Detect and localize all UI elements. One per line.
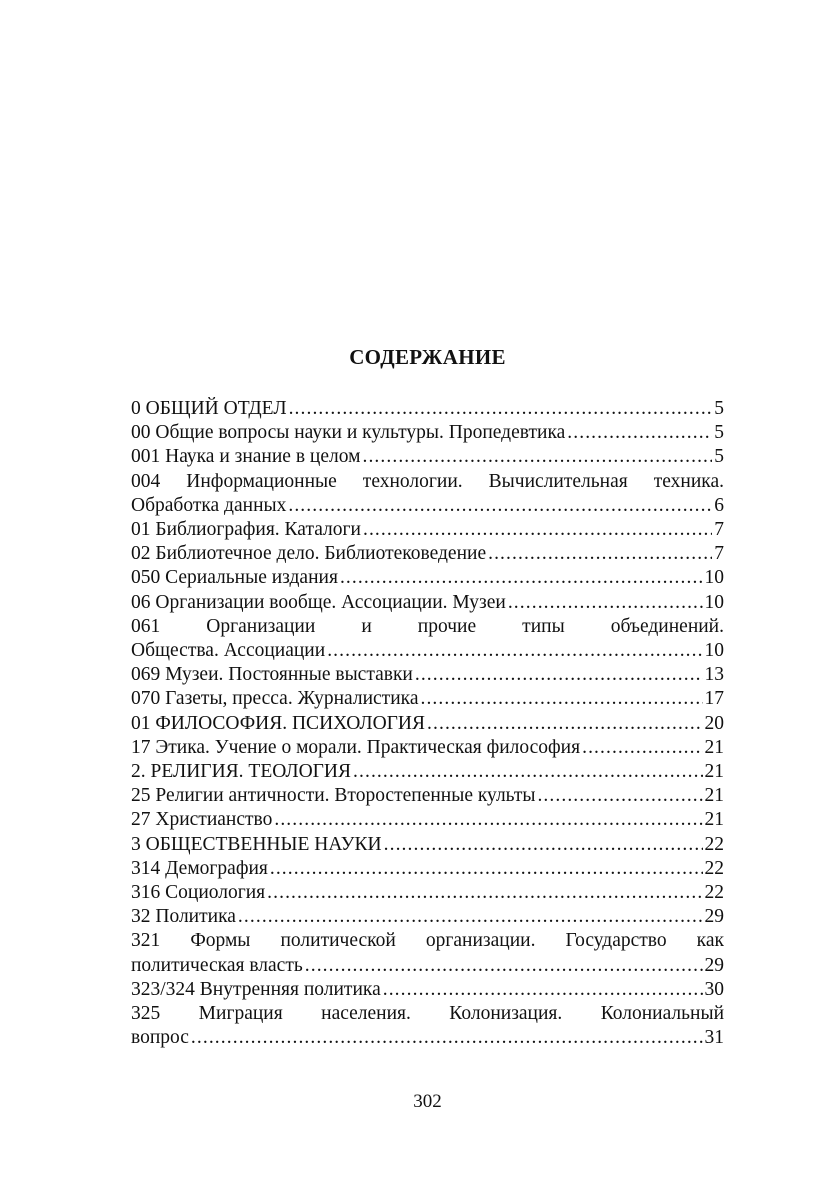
- page-title: СОДЕРЖАНИЕ: [349, 345, 506, 369]
- toc-entry-page: 22: [704, 857, 724, 879]
- toc-entry-title: 314 Демография: [131, 857, 268, 879]
- dot-leader: [274, 808, 702, 832]
- toc-entry: [131, 615, 724, 663]
- toc-entry: [131, 905, 724, 929]
- toc-entry-page: 10: [704, 640, 724, 662]
- toc-entry: [131, 833, 724, 857]
- toc-entry-title: 0 ОБЩИЙ ОТДЕЛ: [131, 398, 287, 419]
- toc-entry-title: 01 ФИЛОСОФИЯ. ПСИХОЛОГИЯ: [131, 712, 426, 734]
- dot-leader: [427, 712, 702, 736]
- dot-leader: [267, 881, 702, 905]
- dot-leader: [353, 760, 702, 784]
- toc-entry: [131, 808, 724, 832]
- toc-entry: [131, 397, 724, 421]
- toc-entry-page: 31: [704, 1027, 724, 1049]
- toc-entry-first-line: 061 Организации и прочие типы объединений.: [131, 615, 724, 637]
- toc-entry-title: 02 Библиотечное дело. Библиотековедение: [131, 543, 487, 565]
- toc-entry-page: 29: [704, 954, 724, 976]
- toc-entry-title: 06 Организации вообще. Ассоциации. Музеи: [131, 591, 506, 613]
- toc-entry: [131, 542, 724, 566]
- toc-entry: [131, 712, 724, 736]
- toc-entry-page: 7: [714, 519, 724, 541]
- toc-entry-page: 5: [714, 446, 724, 468]
- toc-entry-title: 3 ОБЩЕСТВЕННЫЕ НАУКИ: [131, 833, 382, 855]
- dot-leader: [508, 591, 703, 615]
- toc-entry-page: 5: [714, 398, 724, 419]
- toc-entry-title: 25 Религии античности. Второстепенные культы: [131, 785, 536, 807]
- toc-entry-title: 323/324 Внутренняя политика: [131, 978, 381, 1000]
- toc-entry-page: 17: [704, 688, 724, 710]
- toc-entry: [131, 736, 724, 760]
- toc-entry: [131, 591, 724, 615]
- dot-leader: [327, 639, 702, 663]
- toc-entry: [131, 566, 724, 590]
- toc-entry-title: 27 Христианство: [131, 809, 273, 831]
- toc-entry-title: 01 Библиография. Каталоги: [131, 519, 361, 541]
- toc-entry-page: 6: [714, 494, 724, 516]
- toc-entry-title: 316 Социология: [131, 882, 266, 904]
- toc-entry-title: политическая власть: [131, 954, 303, 976]
- toc-entry-page: 21: [704, 736, 724, 758]
- dot-leader: [384, 833, 703, 857]
- dot-leader: [383, 978, 703, 1002]
- toc-entry-page: 21: [704, 761, 724, 783]
- toc-entry: [131, 470, 724, 518]
- toc-entry-first-line: 325 Миграция населения. Колонизация. Колониальный: [131, 1003, 724, 1025]
- toc-entry-title: 00 Общие вопросы науки и культуры. Пропедевтика: [131, 422, 566, 444]
- toc-entry-first-line: 004 Информационные технологии. Вычислительная техника.: [131, 470, 724, 492]
- toc-entry-first-line: 321 Формы политической организации. Государство как: [131, 930, 724, 952]
- toc-entry-page: 22: [704, 833, 724, 855]
- toc-entry-title: 17 Этика. Учение о морали. Практическая философия: [131, 736, 581, 758]
- toc-entry-page: 10: [704, 591, 724, 613]
- toc-entry: [131, 421, 724, 445]
- dot-leader: [288, 494, 712, 518]
- dot-leader: [289, 397, 713, 421]
- toc-entry: [131, 857, 724, 881]
- toc-entry-page: 20: [704, 712, 724, 734]
- dot-leader: [270, 857, 703, 881]
- toc-entry-title: 001 Наука и знание в целом: [131, 446, 361, 468]
- page-number: 302: [413, 1091, 442, 1112]
- toc-entry-title: Общества. Ассоциации: [131, 640, 326, 662]
- dot-leader: [362, 445, 712, 469]
- toc-entry-title: 2. РЕЛИГИЯ. ТЕОЛОГИЯ: [131, 761, 352, 783]
- dot-leader: [238, 905, 703, 929]
- dot-leader: [420, 687, 702, 711]
- dot-leader: [191, 1026, 703, 1050]
- toc-entry: [131, 881, 724, 905]
- toc-entry-title: 32 Политика: [131, 906, 236, 928]
- toc-entry: [131, 1002, 724, 1050]
- dot-leader: [305, 954, 703, 978]
- toc-entry: [131, 929, 724, 977]
- toc-entry-page: 5: [714, 422, 724, 444]
- dot-leader: [537, 784, 702, 808]
- toc-entry-page: 13: [704, 664, 724, 686]
- toc-entry: [131, 978, 724, 1002]
- toc-entry-page: 21: [704, 785, 724, 807]
- dot-leader: [363, 518, 712, 542]
- dot-leader: [488, 542, 712, 566]
- toc-entry-title: Обработка данных: [131, 494, 287, 516]
- dot-leader: [340, 566, 703, 590]
- toc-entry: [131, 784, 724, 808]
- toc-entry-title: вопрос: [131, 1027, 189, 1049]
- toc-entry-title: 050 Сериальные издания: [131, 567, 338, 589]
- toc-entry-page: 30: [704, 978, 724, 1000]
- toc-entry: [131, 687, 724, 711]
- toc-entry-page: 29: [704, 906, 724, 928]
- toc-entry-page: 10: [704, 567, 724, 589]
- table-of-contents: [131, 397, 724, 1050]
- toc-entry: [131, 445, 724, 469]
- toc-entry: [131, 760, 724, 784]
- toc-entry: [131, 663, 724, 687]
- toc-entry-page: 21: [704, 809, 724, 831]
- dot-leader: [415, 663, 703, 687]
- toc-entry-page: 22: [704, 882, 724, 904]
- toc-entry-page: 7: [714, 543, 724, 565]
- toc-entry-title: 069 Музеи. Постоянные выставки: [131, 664, 413, 686]
- toc-entry-title: 070 Газеты, пресса. Журналистика: [131, 688, 419, 710]
- toc-entry: [131, 518, 724, 542]
- dot-leader: [582, 736, 702, 760]
- dot-leader: [567, 421, 712, 445]
